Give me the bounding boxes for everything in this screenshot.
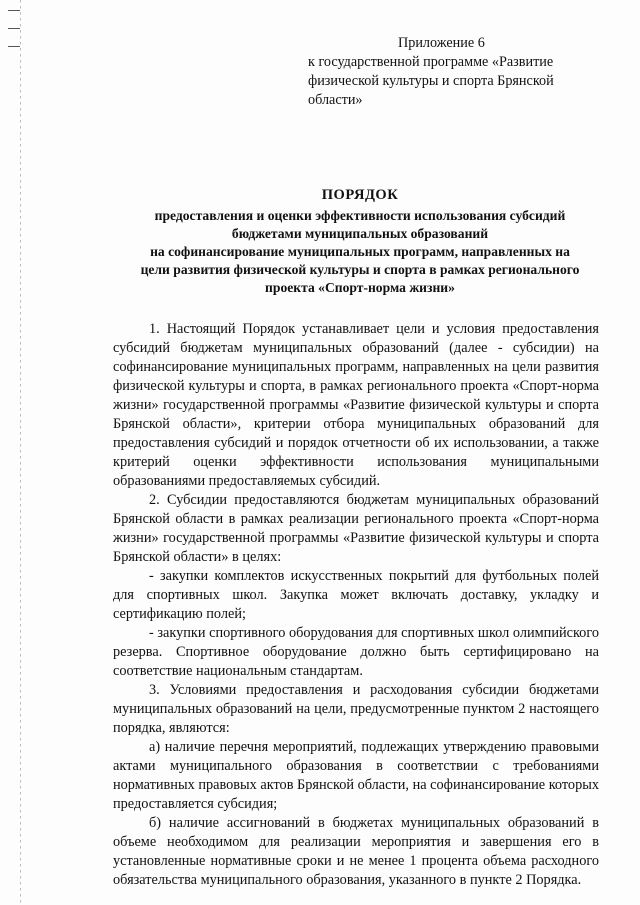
document-title [120,186,600,297]
title-line: на софинансирование муниципальных программ, направленных на [150,244,570,259]
title-main: ПОРЯДОК [321,187,399,203]
appendix-reference: к государственной программе «Развитие физической культуры и спорта Брянской области» [308,54,554,108]
paragraph-3: 3. Условиями предоставления и расходования субсидии бюджетами муниципальных образований на цели, предусмотренные пунктом 2 настоящего порядка, являются: [113,682,599,736]
appendix-number: Приложение 6 [398,35,485,51]
scan-dotted-line [20,0,21,905]
paragraph-2: 2. Субсидии предоставляются бюджетам муниципальных образований Брянской области в рамках реализации регионального проекта «Спорт-норма жизни» государственной программы «Развитие физической культуры и спорта Брянской области» в целях: [113,492,599,565]
scan-mark [8,10,20,11]
title-line: проекта «Спорт-норма жизни» [265,280,455,295]
bullet-sport-equipment: - закупки спортивного оборудования для спортивных школ олимпийского резерва. Спортивное оборудование должно быть сертифицировано на соответствие национальным стандартам. [113,625,599,679]
appendix-header [308,34,608,110]
condition-b: б) наличие ассигнований в бюджетах муниципальных образований в объеме необходимом для реализации мероприятия и завершения его в установленные нормативные сроки и не менее 1 процента объема расходного обязательства муниципального образования, указанного в пункте 2 Порядка. [113,815,599,888]
title-line: предоставления и оценки эффективности использования субсидий [154,208,566,223]
scan-mark [8,28,20,29]
paragraph-1: 1. Настоящий Порядок устанавливает цели и условия предоставления субсидий бюджетам муниципальных образований (далее - субсидии) на софинансирование муниципальных программ, направленных на цели развития физической культуры и спорта, в рамках регионального проекта «Спорт-норма жизни» государственной программы «Развитие физической культуры и спорта Брянской области», критерии отбора муниципальных образований для предоставления субсидий и порядок отчетности об их использовании, а также критерий оценки эффективности использования муниципальными образованиями предоставляемых субсидий. [113,321,599,489]
title-line: бюджетами муниципальных образований [231,226,489,241]
document-body [113,320,599,890]
title-line: цели развития физической культуры и спорта в рамках регионального [140,262,580,277]
bullet-football-fields: - закупки комплектов искусственных покрытий для футбольных полей для спортивных школ. Закупка может включать доставку, укладку и сертификацию полей; [113,568,599,622]
scan-mark [8,46,20,47]
condition-a: а) наличие перечня мероприятий, подлежащих утверждению правовыми актами муниципального образования в соответствии с требованиями нормативных правовых актов Брянской области, на софинансирование которых предоставляется субсидия; [113,739,599,812]
scan-edge-artifact [0,0,26,905]
